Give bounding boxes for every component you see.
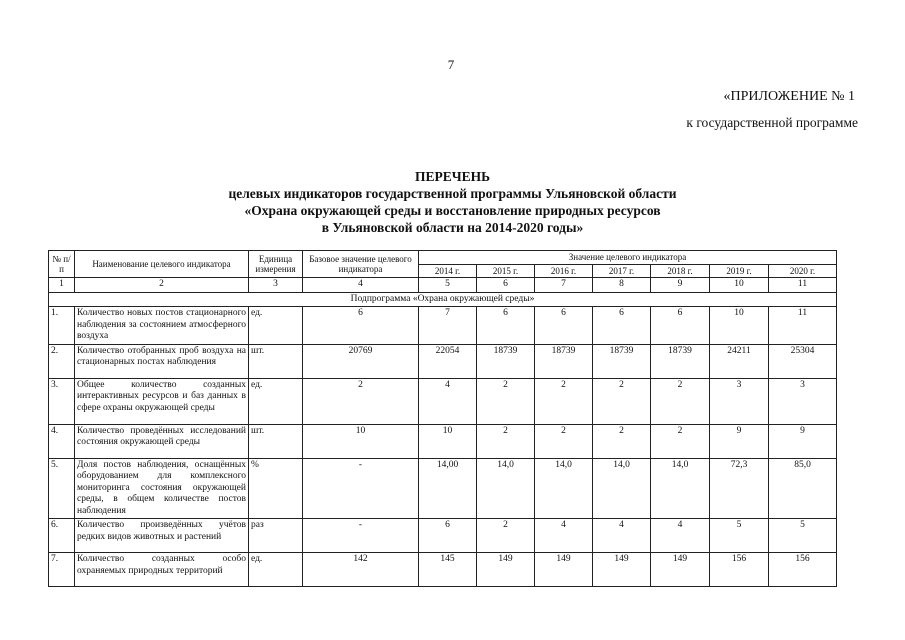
row-value: 156 (710, 553, 769, 587)
row-num: 4. (49, 424, 75, 458)
header-year: 2016 г. (535, 264, 593, 278)
column-number: 1 (49, 278, 75, 293)
header-year: 2020 г. (769, 264, 837, 278)
row-name: Общее количество созданных интерактивных ресурсов и баз данных в сфере охраны окружающей среды (75, 378, 249, 424)
header-row (49, 251, 837, 265)
row-num: 3. (49, 378, 75, 424)
appendix-subtitle: к государственной программе (686, 115, 858, 130)
row-value: 6 (419, 519, 477, 553)
header-year: 2018 г. (651, 264, 710, 278)
header-year: 2017 г. (593, 264, 651, 278)
row-unit: шт. (249, 424, 303, 458)
row-base: - (303, 458, 419, 519)
row-unit: % (249, 458, 303, 519)
row-unit: шт. (249, 344, 303, 378)
header-num: № п/п (49, 251, 75, 278)
row-value: 5 (769, 519, 837, 553)
column-number: 6 (477, 278, 535, 293)
row-value: 6 (651, 307, 710, 345)
column-number: 2 (75, 278, 249, 293)
header-values-group: Значение целевого индикатора (419, 251, 837, 265)
document-title (130, 168, 775, 236)
row-name: Количество проведённых исследований состояния окружающей среды (75, 424, 249, 458)
row-value: 7 (419, 307, 477, 345)
row-value: 2 (593, 424, 651, 458)
column-number: 11 (769, 278, 837, 293)
row-value: 10 (419, 424, 477, 458)
row-value: 18739 (535, 344, 593, 378)
row-base: 142 (303, 553, 419, 587)
row-value: 10 (710, 307, 769, 345)
header-year: 2014 г. (419, 264, 477, 278)
page-number: 7 (447, 57, 455, 72)
row-base: 6 (303, 307, 419, 345)
row-value: 18739 (477, 344, 535, 378)
subprogram-title: Подпрограмма «Охрана окружающей среды» (49, 292, 837, 307)
row-value: 4 (535, 519, 593, 553)
row-value: 2 (477, 378, 535, 424)
row-value: 25304 (769, 344, 837, 378)
row-value: 14,00 (419, 458, 477, 519)
row-value: 4 (651, 519, 710, 553)
row-value: 72,3 (710, 458, 769, 519)
table-row (49, 344, 837, 378)
row-base: - (303, 519, 419, 553)
title-line-4: в Ульяновской области на 2014-2020 годы» (321, 220, 584, 235)
row-value: 6 (535, 307, 593, 345)
header-unit: Единица измерения (249, 251, 303, 278)
title-line-3: «Охрана окружающей среды и восстановление природных ресурсов (244, 203, 661, 218)
title-line-2: целевых индикаторов государственной программы Ульяновской области (228, 186, 677, 201)
row-value: 3 (769, 378, 837, 424)
row-num: 5. (49, 458, 75, 519)
row-value: 2 (593, 378, 651, 424)
appendix-title: «ПРИЛОЖЕНИЕ № 1 (723, 89, 855, 104)
row-value: 2 (535, 424, 593, 458)
table-row (49, 458, 837, 519)
row-value: 22054 (419, 344, 477, 378)
row-unit: ед. (249, 307, 303, 345)
column-number: 8 (593, 278, 651, 293)
row-name: Количество новых постов стационарного наблюдения за состоянием атмосферного воздуха (75, 307, 249, 345)
indicators-table (48, 250, 837, 587)
row-value: 6 (477, 307, 535, 345)
row-num: 6. (49, 519, 75, 553)
table-row (49, 307, 837, 345)
table-row (49, 378, 837, 424)
row-name: Количество произведённых учётов редких видов животных и растений (75, 519, 249, 553)
row-value: 149 (651, 553, 710, 587)
row-value: 14,0 (593, 458, 651, 519)
row-value: 24211 (710, 344, 769, 378)
row-name: Доля постов наблюдения, оснащённых оборудованием для комплексного мониторинга состояния окружающей среды, в общем количестве постов наблюдения (75, 458, 249, 519)
row-value: 14,0 (651, 458, 710, 519)
row-num: 7. (49, 553, 75, 587)
row-value: 2 (651, 424, 710, 458)
table-row (49, 553, 837, 587)
row-value: 149 (535, 553, 593, 587)
row-value: 2 (651, 378, 710, 424)
table-row (49, 519, 837, 553)
header-year: 2015 г. (477, 264, 535, 278)
row-base: 2 (303, 378, 419, 424)
row-value: 6 (593, 307, 651, 345)
row-unit: ед. (249, 378, 303, 424)
row-value: 2 (535, 378, 593, 424)
header-year: 2019 г. (710, 264, 769, 278)
row-num: 1. (49, 307, 75, 345)
row-value: 3 (710, 378, 769, 424)
column-number: 4 (303, 278, 419, 293)
column-number: 7 (535, 278, 593, 293)
row-value: 2 (477, 519, 535, 553)
table-row (49, 424, 837, 458)
row-name: Количество отобранных проб воздуха на стационарных постах наблюдения (75, 344, 249, 378)
header-name: Наименование целевого индикатора (75, 251, 249, 278)
row-value: 9 (769, 424, 837, 458)
row-value: 9 (710, 424, 769, 458)
row-value: 18739 (593, 344, 651, 378)
row-value: 85,0 (769, 458, 837, 519)
row-value: 4 (419, 378, 477, 424)
row-num: 2. (49, 344, 75, 378)
row-value: 5 (710, 519, 769, 553)
row-unit: раз (249, 519, 303, 553)
row-name: Количество созданных особо охраняемых природных территорий (75, 553, 249, 587)
row-value: 149 (593, 553, 651, 587)
row-value: 145 (419, 553, 477, 587)
title-line-1: ПЕРЕЧЕНЬ (414, 169, 491, 184)
row-unit: ед. (249, 553, 303, 587)
row-base: 10 (303, 424, 419, 458)
row-value: 156 (769, 553, 837, 587)
column-number: 3 (249, 278, 303, 293)
row-value: 14,0 (477, 458, 535, 519)
subprogram-row (49, 292, 837, 307)
column-number: 5 (419, 278, 477, 293)
row-base: 20769 (303, 344, 419, 378)
row-value: 18739 (651, 344, 710, 378)
row-value: 11 (769, 307, 837, 345)
column-numbers-row (49, 278, 837, 293)
column-number: 9 (651, 278, 710, 293)
column-number: 10 (710, 278, 769, 293)
row-value: 2 (477, 424, 535, 458)
row-value: 4 (593, 519, 651, 553)
row-value: 149 (477, 553, 535, 587)
row-value: 14,0 (535, 458, 593, 519)
header-base: Базовое значение целевого индикатора (303, 251, 419, 278)
